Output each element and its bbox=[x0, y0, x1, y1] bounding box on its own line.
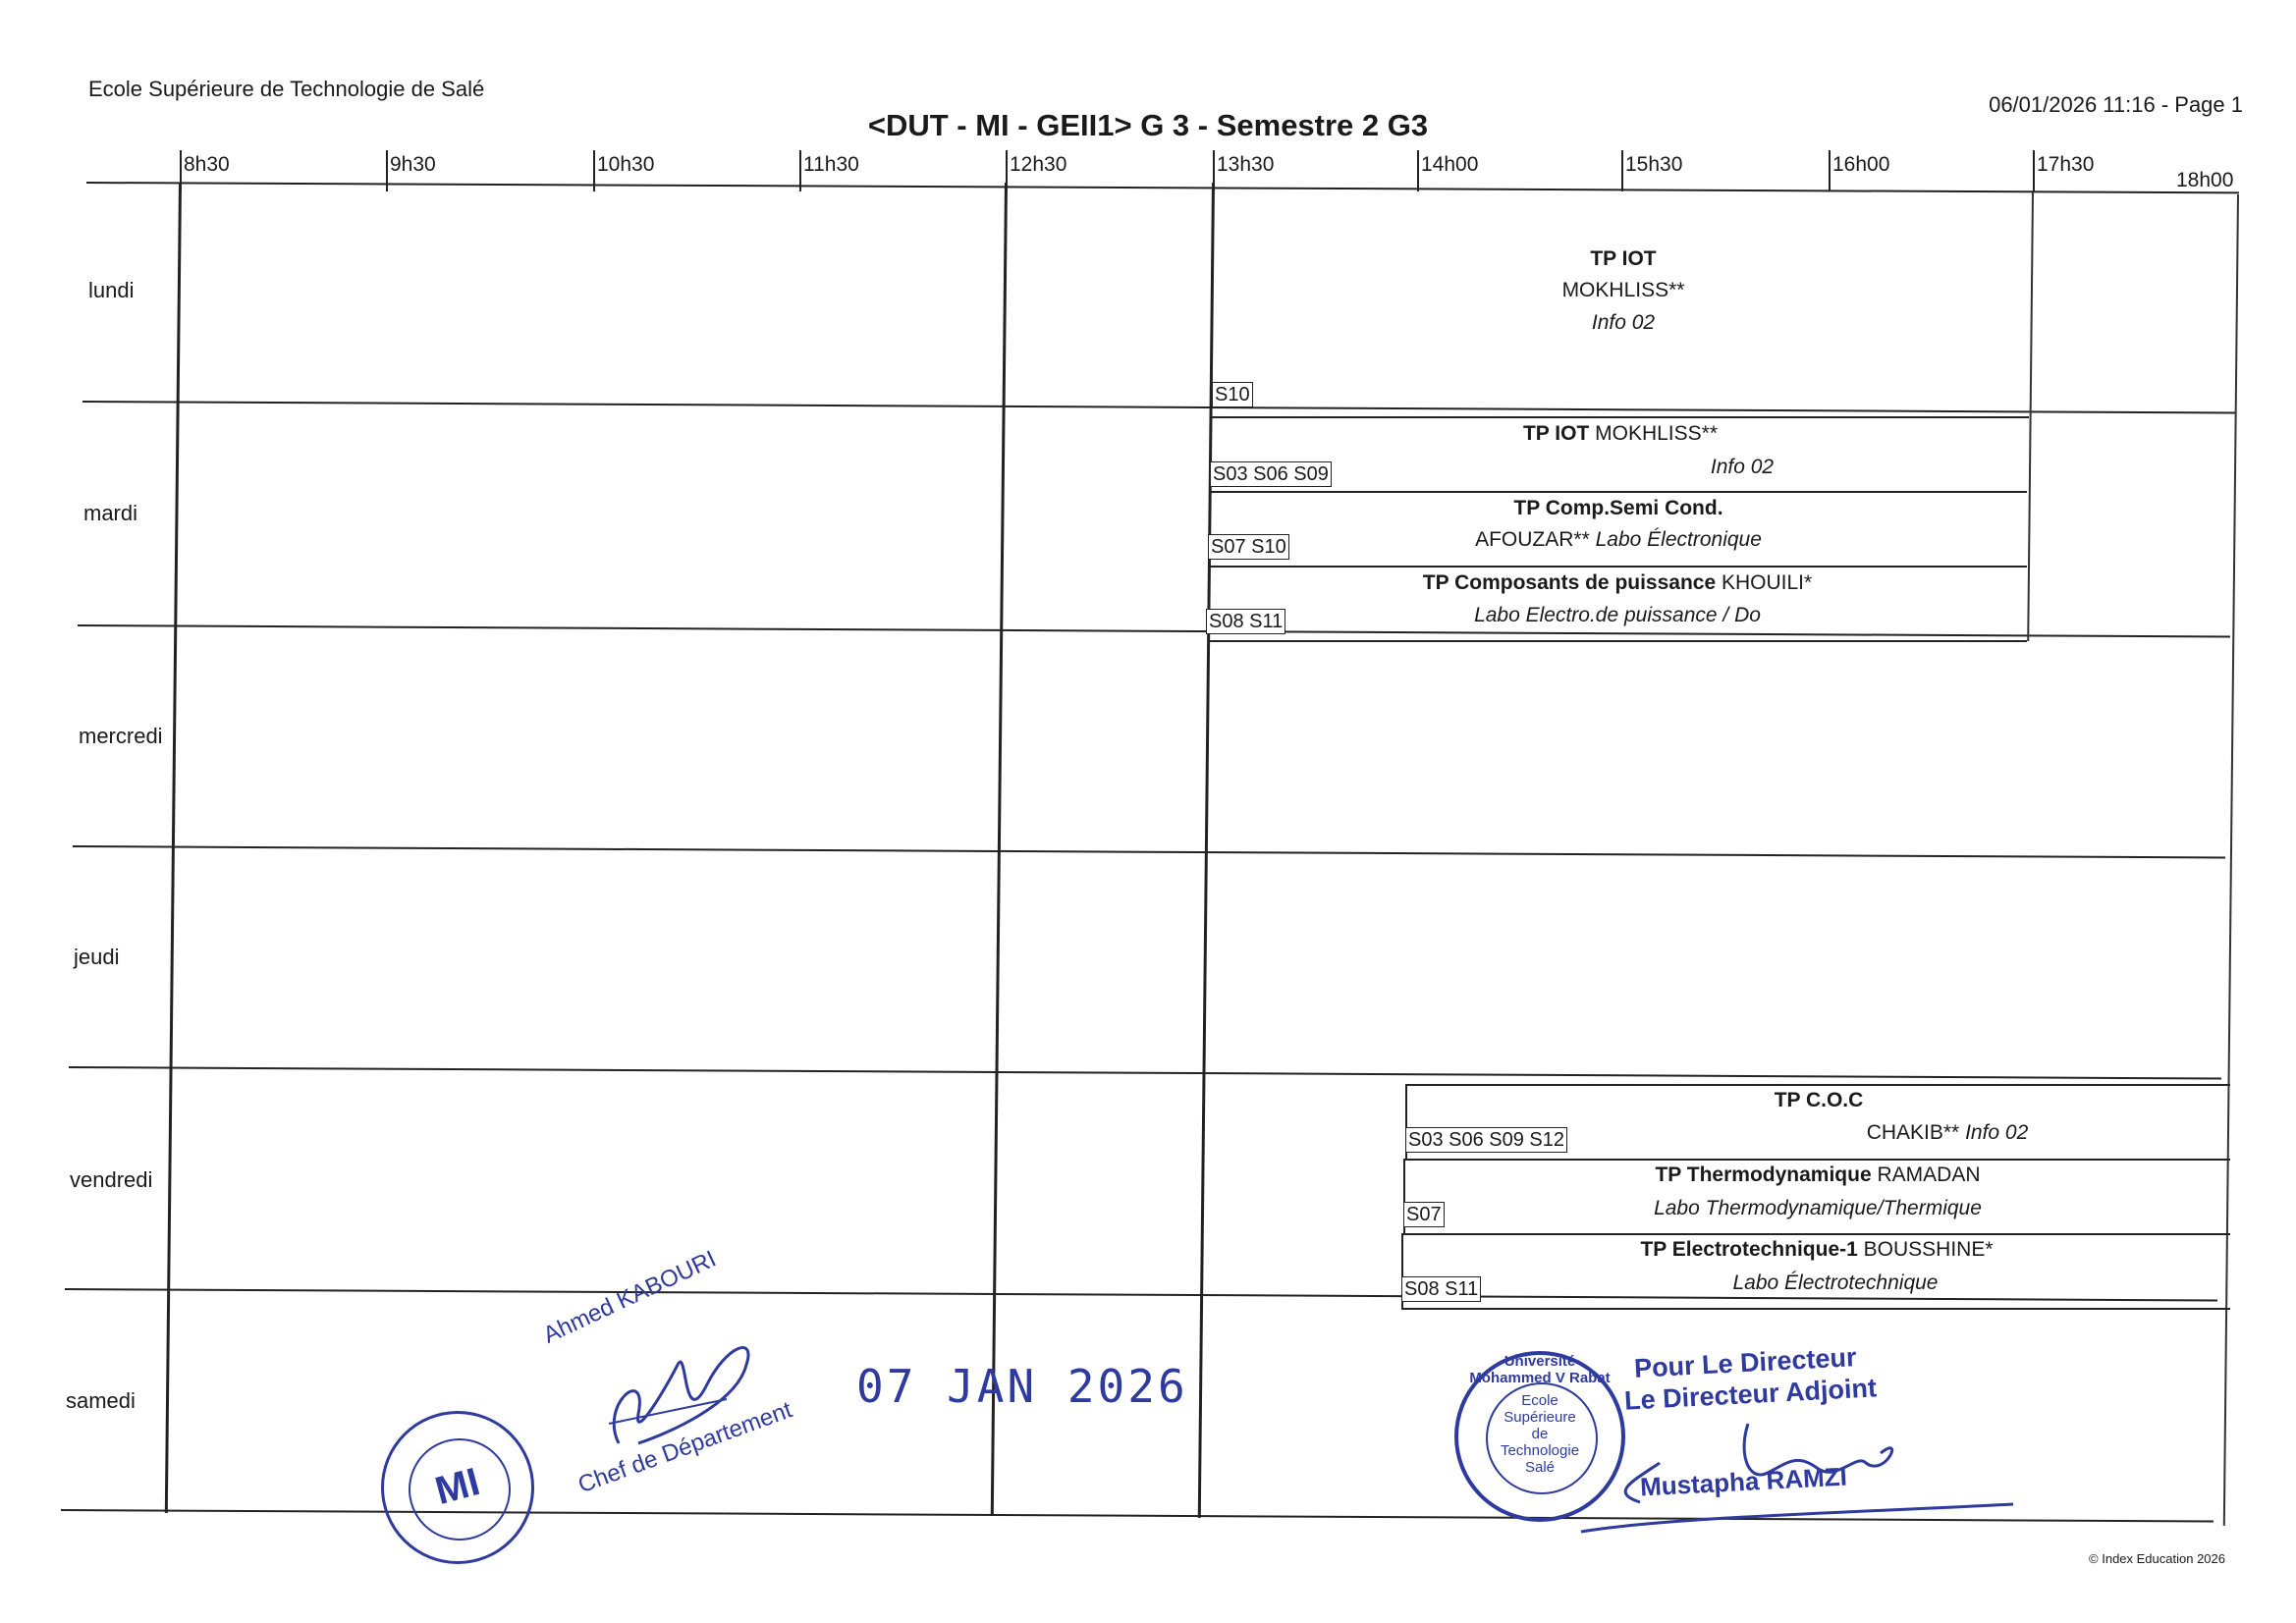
course-title-line bbox=[1403, 1238, 2230, 1262]
time-label: 17h30 bbox=[2037, 153, 2095, 176]
course-teacher: RAMADAN bbox=[1877, 1163, 1981, 1186]
seal-center-line: de bbox=[1531, 1426, 1549, 1442]
time-tick bbox=[1829, 150, 1831, 191]
day-label-mercredi: mercredi bbox=[79, 724, 163, 748]
head-signature bbox=[579, 1325, 776, 1473]
time-tick bbox=[386, 150, 388, 191]
course-block[interactable] bbox=[1405, 1084, 2230, 1159]
course-teacher: BOUSSHINE* bbox=[1863, 1238, 1994, 1261]
time-label: 10h30 bbox=[597, 153, 655, 176]
course-teacher: KHOUILI* bbox=[1722, 571, 1813, 594]
course-block[interactable] bbox=[1212, 416, 2029, 491]
day-label-mardi: mardi bbox=[83, 501, 138, 525]
day-label-jeudi: jeudi bbox=[74, 945, 120, 969]
course-sessions: S07 bbox=[1403, 1202, 1445, 1227]
footer-copyright: © Index Education 2026 bbox=[2089, 1551, 2225, 1566]
director-name: Mustapha RAMZI bbox=[1639, 1461, 1848, 1502]
course-teacher: CHAKIB** bbox=[1866, 1121, 1960, 1144]
department-seal bbox=[381, 1411, 534, 1564]
course-block[interactable] bbox=[1403, 1159, 2230, 1233]
course-teacher: MOKHLISS** bbox=[1561, 279, 1685, 301]
course-name: TP IOT bbox=[1590, 247, 1657, 270]
time-label: 16h00 bbox=[1832, 153, 1890, 176]
course-sessions: S08 S11 bbox=[1401, 1276, 1481, 1302]
course-title-line bbox=[1405, 1163, 2230, 1187]
director-line1: Pour Le Directeur bbox=[1633, 1342, 1858, 1383]
seal-ring-text: Université Mohammed V Rabat bbox=[1469, 1353, 1611, 1386]
time-label: 15h30 bbox=[1625, 153, 1683, 176]
course-room: Info 02 bbox=[1965, 1121, 2029, 1144]
course-title-line bbox=[1208, 571, 2027, 595]
course-name: TP Thermodynamique bbox=[1655, 1163, 1872, 1186]
time-label: 9h30 bbox=[390, 153, 436, 176]
time-label: 14h00 bbox=[1421, 153, 1479, 176]
time-label: 12h30 bbox=[1010, 153, 1067, 176]
day-label-samedi: samedi bbox=[66, 1388, 136, 1413]
time-label: 8h30 bbox=[184, 153, 230, 176]
course-room: Labo Électronique bbox=[1595, 528, 1762, 551]
course-block[interactable] bbox=[1214, 192, 2033, 408]
course-detail-line bbox=[1210, 528, 2027, 552]
grid-line bbox=[2223, 194, 2239, 1526]
course-teacher: MOKHLISS** bbox=[1595, 422, 1718, 445]
course-room: Info 02 bbox=[1591, 311, 1656, 334]
course-sessions: S10 bbox=[1212, 382, 1253, 407]
time-label: 13h30 bbox=[1217, 153, 1275, 176]
grid-line bbox=[73, 845, 2225, 858]
course-block[interactable] bbox=[1401, 1233, 2230, 1310]
day-label-vendredi: vendredi bbox=[70, 1167, 153, 1192]
time-tick bbox=[1417, 150, 1419, 191]
time-label: 18h00 bbox=[2176, 169, 2234, 191]
course-room: Labo Thermodynamique/Thermique bbox=[1654, 1197, 1982, 1219]
course-room: Info 02 bbox=[1710, 456, 1775, 478]
course-name: TP IOT bbox=[1522, 422, 1590, 445]
course-name: TP Electrotechnique-1 bbox=[1640, 1238, 1858, 1261]
seal-center-line: Salé bbox=[1524, 1459, 1556, 1476]
day-label-lundi: lundi bbox=[88, 278, 135, 302]
time-tick bbox=[1621, 150, 1623, 191]
course-block[interactable] bbox=[1210, 491, 2027, 566]
course-sessions: S08 S11 bbox=[1206, 609, 1285, 634]
school-name: Ecole Supérieure de Technologie de Salé bbox=[88, 77, 485, 101]
course-block[interactable] bbox=[1208, 566, 2027, 642]
course-name: TP C.O.C bbox=[1774, 1089, 1864, 1111]
course-sessions: S03 S06 S09 S12 bbox=[1405, 1127, 1567, 1153]
course-name: TP Comp.Semi Cond. bbox=[1513, 497, 1723, 519]
timetable-title: <DUT - MI - GEII1> G 3 - Semestre 2 G3 bbox=[867, 108, 1429, 142]
course-sessions: S07 S10 bbox=[1208, 534, 1289, 560]
seal-center-line: Ecole bbox=[1521, 1392, 1558, 1409]
course-teacher: AFOUZAR** bbox=[1475, 528, 1590, 551]
course-room: Labo Electro.de puissance / Do bbox=[1474, 604, 1761, 626]
course-detail-line bbox=[1820, 1121, 2075, 1145]
director-line2: Le Directeur Adjoint bbox=[1623, 1373, 1878, 1416]
head-role: Chef de Département bbox=[574, 1396, 796, 1499]
course-room: Labo Électrotechnique bbox=[1732, 1271, 1939, 1294]
time-tick bbox=[2033, 150, 2035, 191]
time-label: 11h30 bbox=[803, 153, 859, 176]
department-seal-label: MI bbox=[430, 1460, 485, 1514]
date-stamp: 07 JAN 2026 bbox=[856, 1360, 1188, 1413]
seal-center-line: Supérieure bbox=[1503, 1409, 1576, 1426]
course-sessions: S03 S06 S09 bbox=[1210, 461, 1332, 487]
course-name: TP Composants de puissance bbox=[1422, 571, 1717, 594]
course-title-line bbox=[1212, 422, 2029, 446]
seal-center-line: Technologie bbox=[1500, 1442, 1580, 1459]
grid-line bbox=[69, 1066, 2221, 1079]
head-name: Ahmed KABOURI bbox=[539, 1245, 721, 1349]
print-info: 06/01/2026 11:16 - Page 1 bbox=[1989, 92, 2243, 117]
